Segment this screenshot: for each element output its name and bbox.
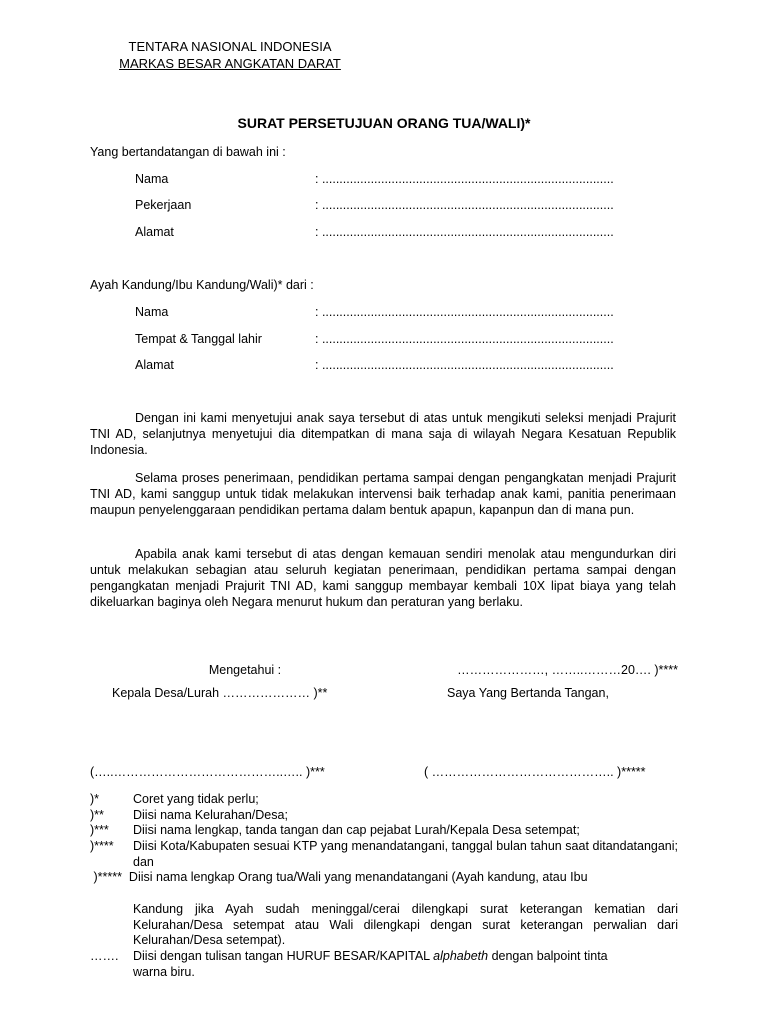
note-text-6 [133, 949, 633, 980]
field-label-alamat: Alamat [135, 225, 174, 239]
note-text-1: Coret yang tidak perlu; [133, 792, 259, 806]
note-text-5-lead: )***** Diisi nama lengkap Orang tua/Wali yang menandatangani (Ayah kandung, atau Ibu [90, 870, 588, 884]
village-head-name-line: (…..…………………………………..….. )*** [90, 765, 325, 779]
note-key-2: )** [90, 808, 104, 822]
field-value-nama-anak: : .................................................................................... [315, 305, 614, 319]
note-text-6-italic: alphabeth [433, 949, 489, 963]
field-value-nama: : .................................................................................... [315, 172, 614, 186]
note-text-4: Diisi Kota/Kabupaten sesuai KTP yang menandatangani, tanggal bulan tahun saat ditandatangani; dan [133, 839, 678, 869]
signer-name-line: ( …………………………………….. )***** [424, 765, 646, 779]
note-key-6: ……. [90, 949, 119, 963]
paragraph-consent: Dengan ini kami menyetujui anak saya tersebut di atas untuk mengikuti seleksi menjadi Prajurit TNI AD, selanjutnya menyetujui dia ditempatkan di mana saja di wilayah Negara Kesatuan Republik Indonesia. [90, 411, 676, 457]
document-title: SURAT PERSETUJUAN ORANG TUA/WALI)* [237, 115, 531, 131]
field-value-ttl: : .................................................................................... [315, 332, 614, 346]
field-value-alamat: : .................................................................................... [315, 225, 614, 239]
note-text-6-b: dengan balpoint tinta warna biru. [133, 949, 608, 979]
field-label-nama: Nama [135, 172, 169, 186]
note-key-3: )*** [90, 823, 109, 837]
organization-name: TENTARA NASIONAL INDONESIA [128, 39, 332, 54]
paragraph-refund: Apabila anak kami tersebut di atas dengan kemauan sendiri menolak atau mengundurkan diri untuk melakukan sebagian atau seluruh kegiatan penerimaan, pendidikan pertama sampai dengan pengangkatan menjadi Prajurit TNI AD, kami sanggup membayar kembali 10X lipat biaya yang telah dikeluarkan baginya oleh Negara menurut hukum dan peraturan yang berlaku. [90, 547, 676, 609]
field-label-ttl: Tempat & Tanggal lahir [135, 332, 262, 346]
note-text-6-a: Diisi dengan tulisan tangan HURUF BESAR/KAPITAL [133, 949, 430, 963]
section1-intro: Yang bertandatangan di bawah ini : [90, 145, 286, 159]
section2-intro: Ayah Kandung/Ibu Kandung/Wali)* dari : [90, 278, 314, 292]
field-label-alamat-anak: Alamat [135, 358, 174, 372]
paragraph-non-intervention: Selama proses penerimaan, pendidikan pertama sampai dengan pengangkatan menjadi Prajurit TNI AD, kami sanggup untuk tidak melakukan intervensi baik terhadap anak kami, panitia penerimaan maupun penyelenggaraan pendidikan pertama dalam bentuk apapun, kapanpun dan di mana pun. [90, 471, 676, 517]
field-value-alamat-anak: : .................................................................................... [315, 358, 614, 372]
village-head-role: Kepala Desa/Lurah ………………… )** [112, 686, 328, 700]
note-text-3: Diisi nama lengkap, tanda tangan dan cap pejabat Lurah/Kepala Desa setempat; [133, 823, 580, 837]
note-text-5-cont: Kandung jika Ayah sudah meninggal/cerai dilengkapi surat keterangan kematian dari Kelurahan/Desa setempat atau Wali dilengkapi dengan surat keterangan perwalian dari Kelurahan/Desa setempat). [133, 902, 678, 947]
note-key-4: )**** [90, 839, 114, 853]
place-date-line: …………………, ……..………20…. )**** [457, 663, 678, 677]
field-value-pekerjaan: : .................................................................................... [315, 198, 614, 212]
organization-unit-text: MARKAS BESAR ANGKATAN DARAT [119, 56, 341, 71]
acknowledged-heading: Mengetahui : [208, 663, 282, 677]
organization-unit [0, 56, 460, 71]
note-text-2: Diisi nama Kelurahan/Desa; [133, 808, 288, 822]
field-label-pekerjaan: Pekerjaan [135, 198, 192, 212]
signer-role: Saya Yang Bertanda Tangan, [447, 686, 609, 700]
note-key-1: )* [90, 792, 100, 806]
field-label-nama-anak: Nama [135, 305, 169, 319]
